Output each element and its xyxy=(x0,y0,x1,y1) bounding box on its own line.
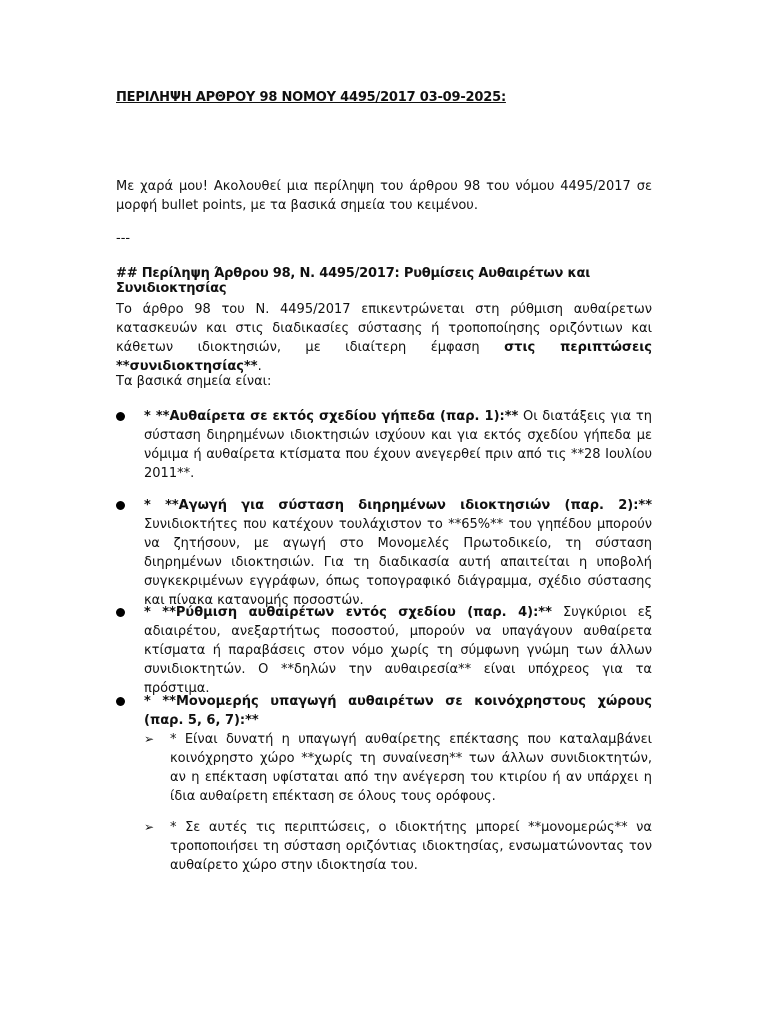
bullet-dot-icon xyxy=(116,501,125,510)
bullet-dot-icon xyxy=(116,697,125,706)
summary-heading: ## Περίληψη Άρθρου 98, Ν. 4495/2017: Ρυθμίσεις Αυθαιρέτων και Συνιδιοκτησίας xyxy=(116,266,591,296)
bullet-dot-icon xyxy=(116,412,125,421)
bullet-label: * **Αυθαίρετα σε εκτός σχεδίου γήπεδα (παρ. 1):** xyxy=(144,409,519,424)
lead-end: . xyxy=(257,359,262,374)
lead-text: Το άρθρο 98 του Ν. 4495/2017 επικεντρώνεται στη ρύθμιση αυθαίρετων κατασκευών και στις διαδικασίες σύστασης ή τροποποίησης οριζόντιων και κάθετων ιδιοκτησιών, με ιδιαίτερη έμφαση xyxy=(116,302,652,355)
lead-emphasis: στις περιπτώσεις **συνιδιοκτησίας** xyxy=(116,340,652,374)
sub-bullet-text: * Σε αυτές τις περιπτώσεις, ο ιδιοκτήτης μπορεί **μονομερώς** να τροποποιήσει τη σύσταση οριζόντιας ιδιοκτησίας, ενσωματώνοντας τον αυθαίρετο χώρο στην ιδιοκτησία του. xyxy=(170,820,652,873)
separator-line: --- xyxy=(116,231,131,246)
sub-bullet-text: * Είναι δυνατή η υπαγωγή αυθαίρετης επέκτασης που καταλαμβάνει κοινόχρηστο χώρο **χωρίς τη συναίνεση** των άλλων συνιδιοκτητών, αν η επέκταση υφίσταται από την ανέγερση του κτιρίου ή αν υπάρχει η ίδια αυθαίρετη επέκταση σε όλους τους ορόφους. xyxy=(170,732,652,804)
document-title: ΠΕΡΙΛΗΨΗ ΑΡΘΡΟΥ 98 ΝΟΜΟΥ 4495/2017 03-09-2025: xyxy=(116,90,506,105)
bullet-body: Οι διατάξεις για τη σύσταση διηρημένων ιδιοκτησιών ισχύουν και για εκτός σχεδίου γήπεδα με νόμιμα ή αυθαίρετα κτίσματα που έχουν ανεγερθεί πριν από τις **28 Ιουλίου 2011**. xyxy=(144,409,652,481)
bullet-text xyxy=(144,603,652,698)
bullet-text xyxy=(144,496,652,610)
bullet-body: Συνιδιοκτήτες που κατέχουν τουλάχιστον το **65%** του γηπέδου μπορούν να ζητήσουν, με αγωγή στο Μονομελές Πρωτοδικείο, τη σύσταση διηρημένων ιδιοκτησιών. Για τη διαδικασία αυτή απαιτείται η υποβολή συγκεκριμένων εγγράφων, όπως τοπογραφικό διάγραμμα, σχέδιο σύστασης και πίνακα κατανομής ποσοστών. xyxy=(144,517,652,608)
bullet-body: Συγκύριοι εξ αδιαιρέτου, ανεξαρτήτως ποσοστού, μπορούν να υπαγάγουν αυθαίρετα κτίσματα ή παραβάσεις στον νόμο χωρίς τη σύμφωνη γνώμη των άλλων συνιδιοκτητών. Ο **δηλών την αυθαιρεσία** είναι υπόχρεος για τα πρόστιμα. xyxy=(144,605,652,696)
arrow-bullet-icon: ➢ xyxy=(144,732,155,746)
bullet-label: * **Αγωγή για σύσταση διηρημένων ιδιοκτησιών (παρ. 2):** xyxy=(144,498,652,513)
arrow-bullet-icon: ➢ xyxy=(144,820,155,834)
basics-label: Τα βασικά σημεία είναι: xyxy=(116,374,272,389)
bullet-dot-icon xyxy=(116,608,125,617)
bullet-label: * **Μονομερής υπαγωγή αυθαιρέτων σε κοινόχρηστους χώρους (παρ. 5, 6, 7):** xyxy=(144,694,652,728)
intro-paragraph: Με χαρά μου! Ακολουθεί μια περίληψη του άρθρου 98 του νόμου 4495/2017 σε μορφή bullet points, με τα βασικά σημεία του κειμένου. xyxy=(116,179,652,213)
lead-paragraph xyxy=(116,300,652,376)
bullet-label: * **Ρύθμιση αυθαιρέτων εντός σχεδίου (παρ. 4):** xyxy=(144,605,552,620)
bullet-text xyxy=(144,407,652,483)
bullet-text xyxy=(144,692,652,730)
